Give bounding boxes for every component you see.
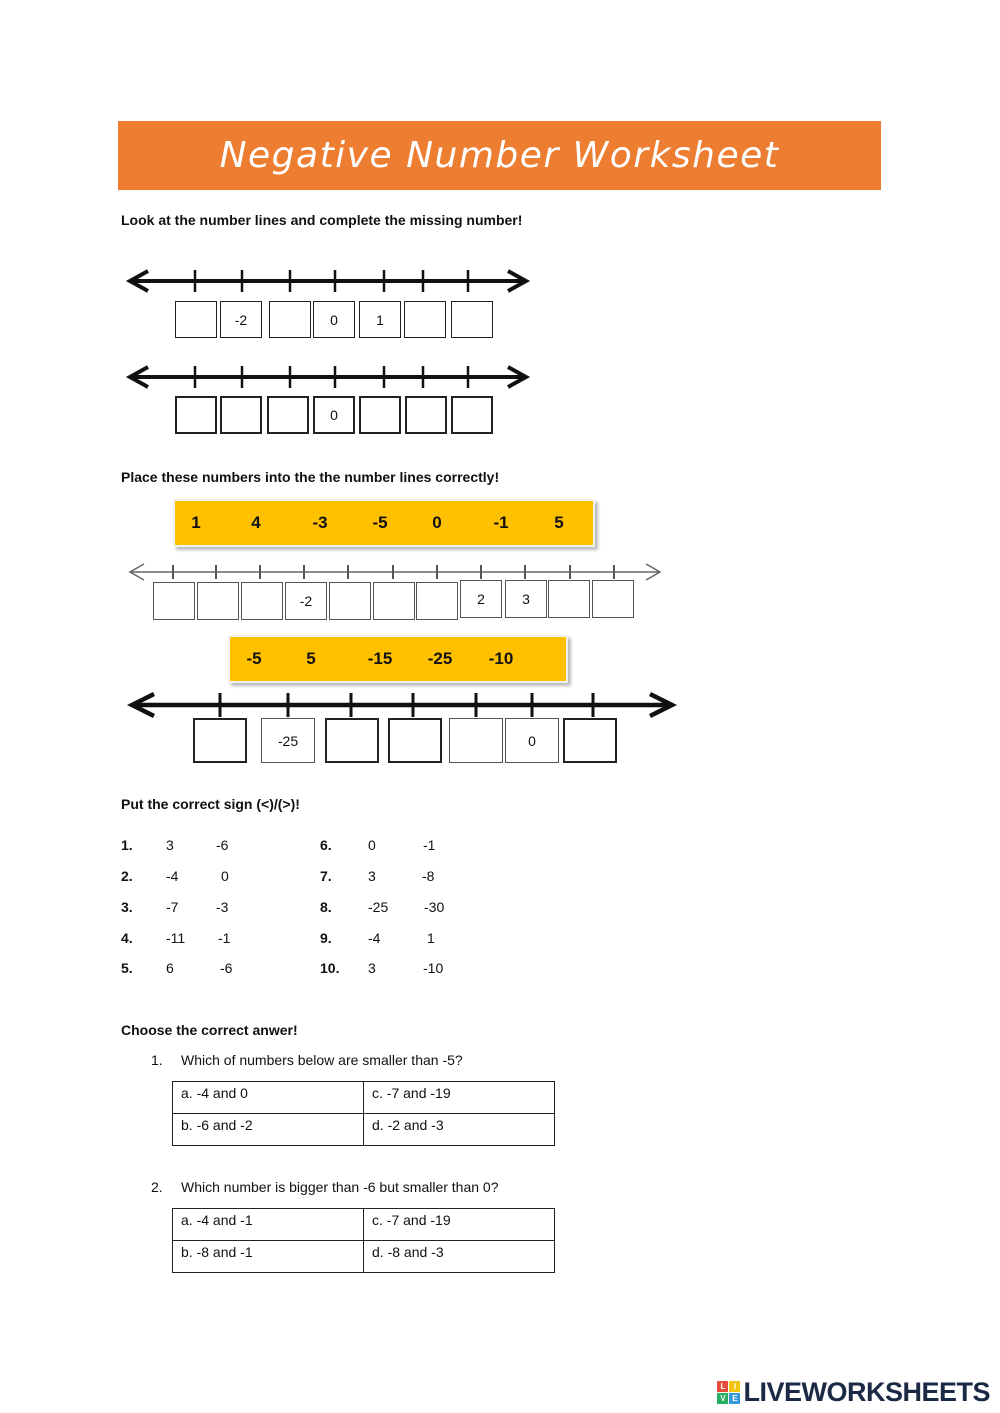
answer-box-l4-7[interactable]	[563, 718, 617, 763]
bank2-number: -10	[488, 649, 514, 668]
compare-left: -7	[166, 899, 179, 915]
answer-box-l2-5[interactable]	[359, 396, 401, 434]
compare-number: 5.	[121, 960, 133, 976]
page-title: Negative Number Worksheet	[219, 135, 780, 176]
compare-number: 9.	[320, 930, 332, 946]
bank1-number: 5	[554, 513, 564, 532]
answer-box-l3-9: 3	[505, 580, 547, 618]
answer-box-l3-2[interactable]	[197, 582, 239, 620]
options-table-1	[172, 1081, 555, 1146]
answer-box-l3-1[interactable]	[153, 582, 195, 620]
liveworksheets-logo	[717, 1377, 990, 1408]
bank1-number: 1	[191, 513, 201, 532]
answer-box-l2-4: 0	[313, 396, 355, 434]
compare-number: 3.	[121, 899, 133, 915]
compare-right: -10	[423, 960, 444, 976]
option-b[interactable]: b. -8 and -1	[173, 1241, 364, 1273]
bank2-number: -15	[367, 649, 393, 668]
option-d[interactable]: d. -2 and -3	[364, 1114, 555, 1146]
answer-box-l4-1[interactable]	[193, 718, 247, 763]
number-bank-2	[228, 635, 568, 683]
answer-box-l2-7[interactable]	[451, 396, 493, 434]
compare-right: -3	[216, 899, 229, 915]
answer-box-l1-7[interactable]	[451, 301, 493, 338]
number-line-2	[120, 358, 540, 398]
number-line-1	[120, 262, 540, 302]
compare-number: 1.	[121, 837, 133, 853]
compare-right: -1	[423, 837, 436, 853]
logo-text: LIVEWORKSHEETS	[743, 1377, 990, 1407]
bank1-number: -1	[493, 513, 509, 532]
bank2-number: -25	[427, 649, 453, 668]
compare-left: 3	[368, 868, 376, 884]
answer-box-l4-2: -25	[261, 718, 315, 763]
compare-left: -11	[166, 930, 186, 946]
compare-number: 10.	[320, 960, 340, 976]
section4-heading: Choose the correct anwer!	[121, 1022, 298, 1038]
compare-left: 3	[368, 960, 376, 976]
logo-cube-letter: L	[717, 1381, 728, 1392]
compare-left: 6	[166, 960, 174, 976]
options-table-2	[172, 1208, 555, 1273]
option-c[interactable]: c. -7 and -19	[364, 1082, 555, 1114]
answer-box-l2-2[interactable]	[220, 396, 262, 434]
compare-right: -6	[220, 960, 233, 976]
compare-left: 0	[368, 837, 376, 853]
answer-box-l3-8: 2	[460, 580, 502, 618]
answer-box-l1-5: 1	[359, 301, 401, 338]
answer-box-l3-10[interactable]	[548, 580, 590, 618]
answer-box-l1-3[interactable]	[269, 301, 311, 338]
compare-number: 7.	[320, 868, 332, 884]
compare-left: -4	[166, 868, 179, 884]
compare-right: -1	[218, 930, 231, 946]
question-text: Which number is bigger than -6 but smaller than 0?	[181, 1179, 499, 1195]
answer-box-l4-5[interactable]	[449, 718, 503, 763]
answer-box-l1-2: -2	[220, 301, 262, 338]
compare-number: 4.	[121, 930, 133, 946]
compare-right: -30	[424, 899, 445, 915]
compare-number: 2.	[121, 868, 133, 884]
logo-cube-letter: E	[729, 1393, 740, 1404]
bank2-number: -5	[246, 649, 262, 668]
title-banner	[118, 121, 881, 190]
question-text: Which of numbers below are smaller than -5?	[181, 1052, 463, 1068]
compare-left: 3	[166, 837, 174, 853]
option-a[interactable]: a. -4 and 0	[173, 1082, 364, 1114]
answer-box-l4-6: 0	[505, 718, 559, 763]
answer-box-l2-3[interactable]	[267, 396, 309, 434]
bank1-number: 4	[251, 513, 261, 532]
compare-number: 6.	[320, 837, 332, 853]
answer-box-l3-5[interactable]	[329, 582, 371, 620]
compare-right: -8	[422, 868, 435, 884]
answer-box-l3-4: -2	[285, 582, 327, 620]
answer-box-l3-7[interactable]	[416, 582, 458, 620]
bank1-number: 0	[432, 513, 442, 532]
compare-number: 8.	[320, 899, 332, 915]
answer-box-l1-4: 0	[313, 301, 355, 338]
answer-box-l2-1[interactable]	[175, 396, 217, 434]
compare-left: -25	[368, 899, 389, 915]
answer-box-l3-6[interactable]	[373, 582, 415, 620]
logo-cube-icon	[717, 1381, 740, 1404]
compare-right: -6	[216, 837, 229, 853]
section1-heading: Look at the number lines and complete the missing number!	[121, 212, 523, 228]
question-number: 1.	[151, 1052, 163, 1068]
bank1-number: -5	[372, 513, 388, 532]
question-number: 2.	[151, 1179, 163, 1195]
bank1-number: -3	[312, 513, 328, 532]
option-c[interactable]: c. -7 and -19	[364, 1209, 555, 1241]
answer-box-l4-3[interactable]	[325, 718, 379, 763]
section2-heading: Place these numbers into the the number lines correctly!	[121, 469, 500, 485]
number-bank-1	[173, 499, 595, 547]
answer-box-l3-3[interactable]	[241, 582, 283, 620]
logo-cube-letter: I	[729, 1381, 740, 1392]
answer-box-l3-11[interactable]	[592, 580, 634, 618]
bank2-number: 5	[306, 649, 316, 668]
compare-right: 1	[427, 930, 435, 946]
option-b[interactable]: b. -6 and -2	[173, 1114, 364, 1146]
option-a[interactable]: a. -4 and -1	[173, 1209, 364, 1241]
answer-box-l2-6[interactable]	[405, 396, 447, 434]
answer-box-l4-4[interactable]	[388, 718, 442, 763]
answer-box-l1-1[interactable]	[175, 301, 217, 338]
section3-heading: Put the correct sign (<)/(>)!	[121, 796, 300, 812]
logo-cube-letter: V	[717, 1393, 728, 1404]
answer-box-l1-6[interactable]	[404, 301, 446, 338]
compare-left: -4	[368, 930, 381, 946]
compare-right: 0	[221, 868, 229, 884]
option-d[interactable]: d. -8 and -3	[364, 1241, 555, 1273]
